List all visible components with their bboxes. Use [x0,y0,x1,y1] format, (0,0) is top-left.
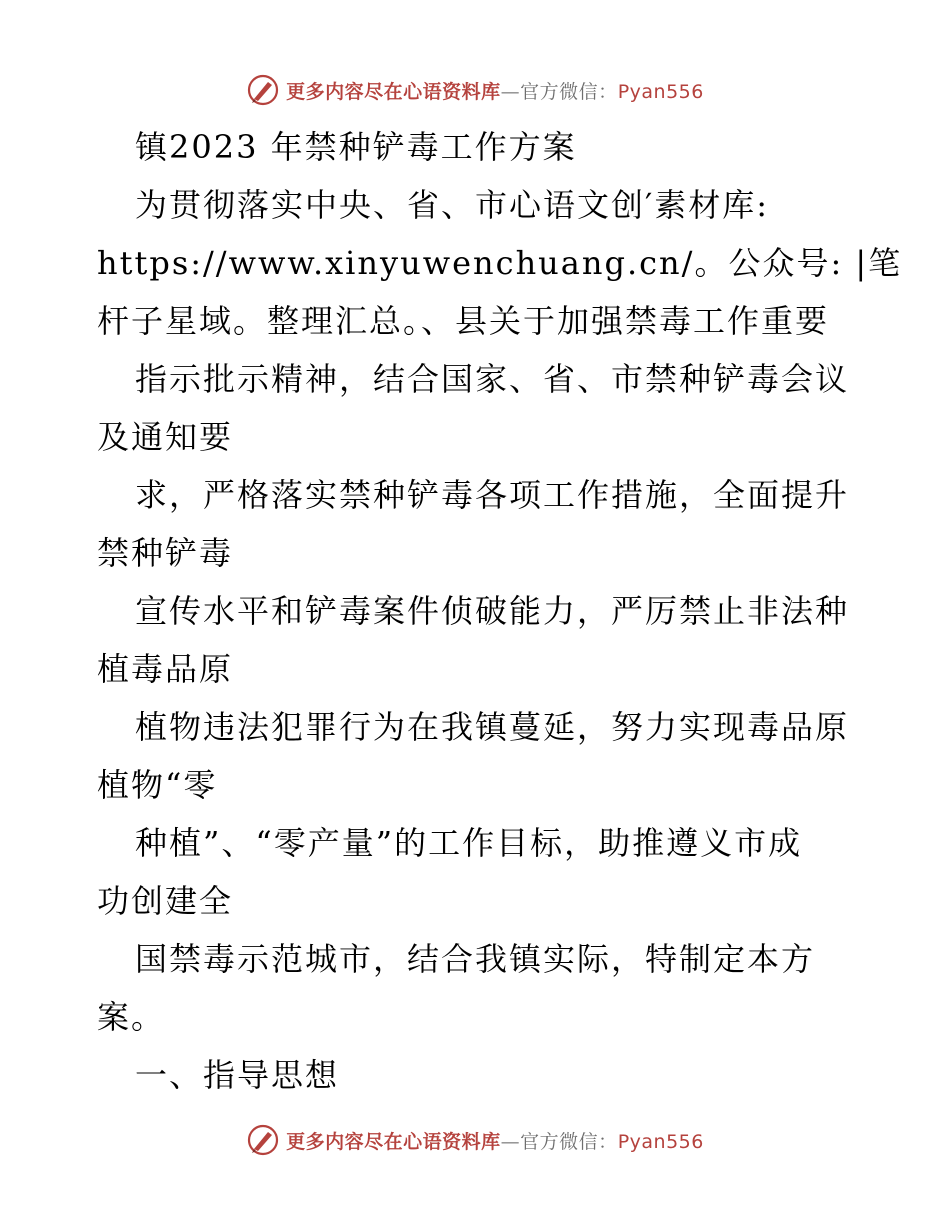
document-line: 及通知要 [97,418,234,456]
document-line: https://www.xinyuwenchuang.cn/。公众号: |笔 [97,244,903,282]
document-line: 指示批示精神，结合国家、省、市禁种铲毒会议 [135,360,850,398]
banner-wechat-label: 官方微信： [520,80,618,103]
document-line: 植物违法犯罪行为在我镇蔓延，努力实现毒品原 [135,708,850,746]
document-line: 种植”、“零产量”的工作目标，助推遵义市成 [135,824,803,862]
banner-separator: — [500,1130,521,1153]
document-line: 禁种铲毒 [97,534,234,572]
document-line: 杆子星域。整理汇总。、县关于加强禁毒工作重要 [97,302,830,340]
quill-pen-logo-icon [246,73,280,107]
document-line: 为贯彻落实中央、省、市心语文创′素材库: [135,186,770,224]
banner-main-text: 更多内容尽在心语资料库 [286,1130,501,1153]
document-line: 宣传水平和铲毒案件侦破能力，严厉禁止非法种 [135,592,850,630]
footer-banner [0,1120,950,1160]
header-banner [0,70,950,110]
banner-text [286,1127,704,1154]
quill-pen-logo-icon [246,1123,280,1157]
document-line: 国禁毒示范城市，结合我镇实际，特制定本方 [135,940,816,978]
banner-main-text: 更多内容尽在心语资料库 [286,80,501,103]
banner-wechat-label: 官方微信： [520,1130,618,1153]
document-line: 案。 [97,998,166,1036]
document-line: 求，严格落实禁种铲毒各项工作措施，全面提升 [135,476,850,514]
banner-text [286,77,704,104]
document-line: 镇2023 年禁种铲毒工作方案 [135,128,577,166]
document-line: 一、指导思想 [135,1056,340,1094]
document-line: 功创建全 [97,882,234,920]
document-body [97,118,903,1104]
document-line: 植物“零 [97,766,218,804]
banner-wechat-id: Pyan556 [617,1130,704,1153]
banner-wechat-id: Pyan556 [617,80,704,103]
banner-separator: — [500,80,521,103]
document-line: 植毒品原 [97,650,234,688]
